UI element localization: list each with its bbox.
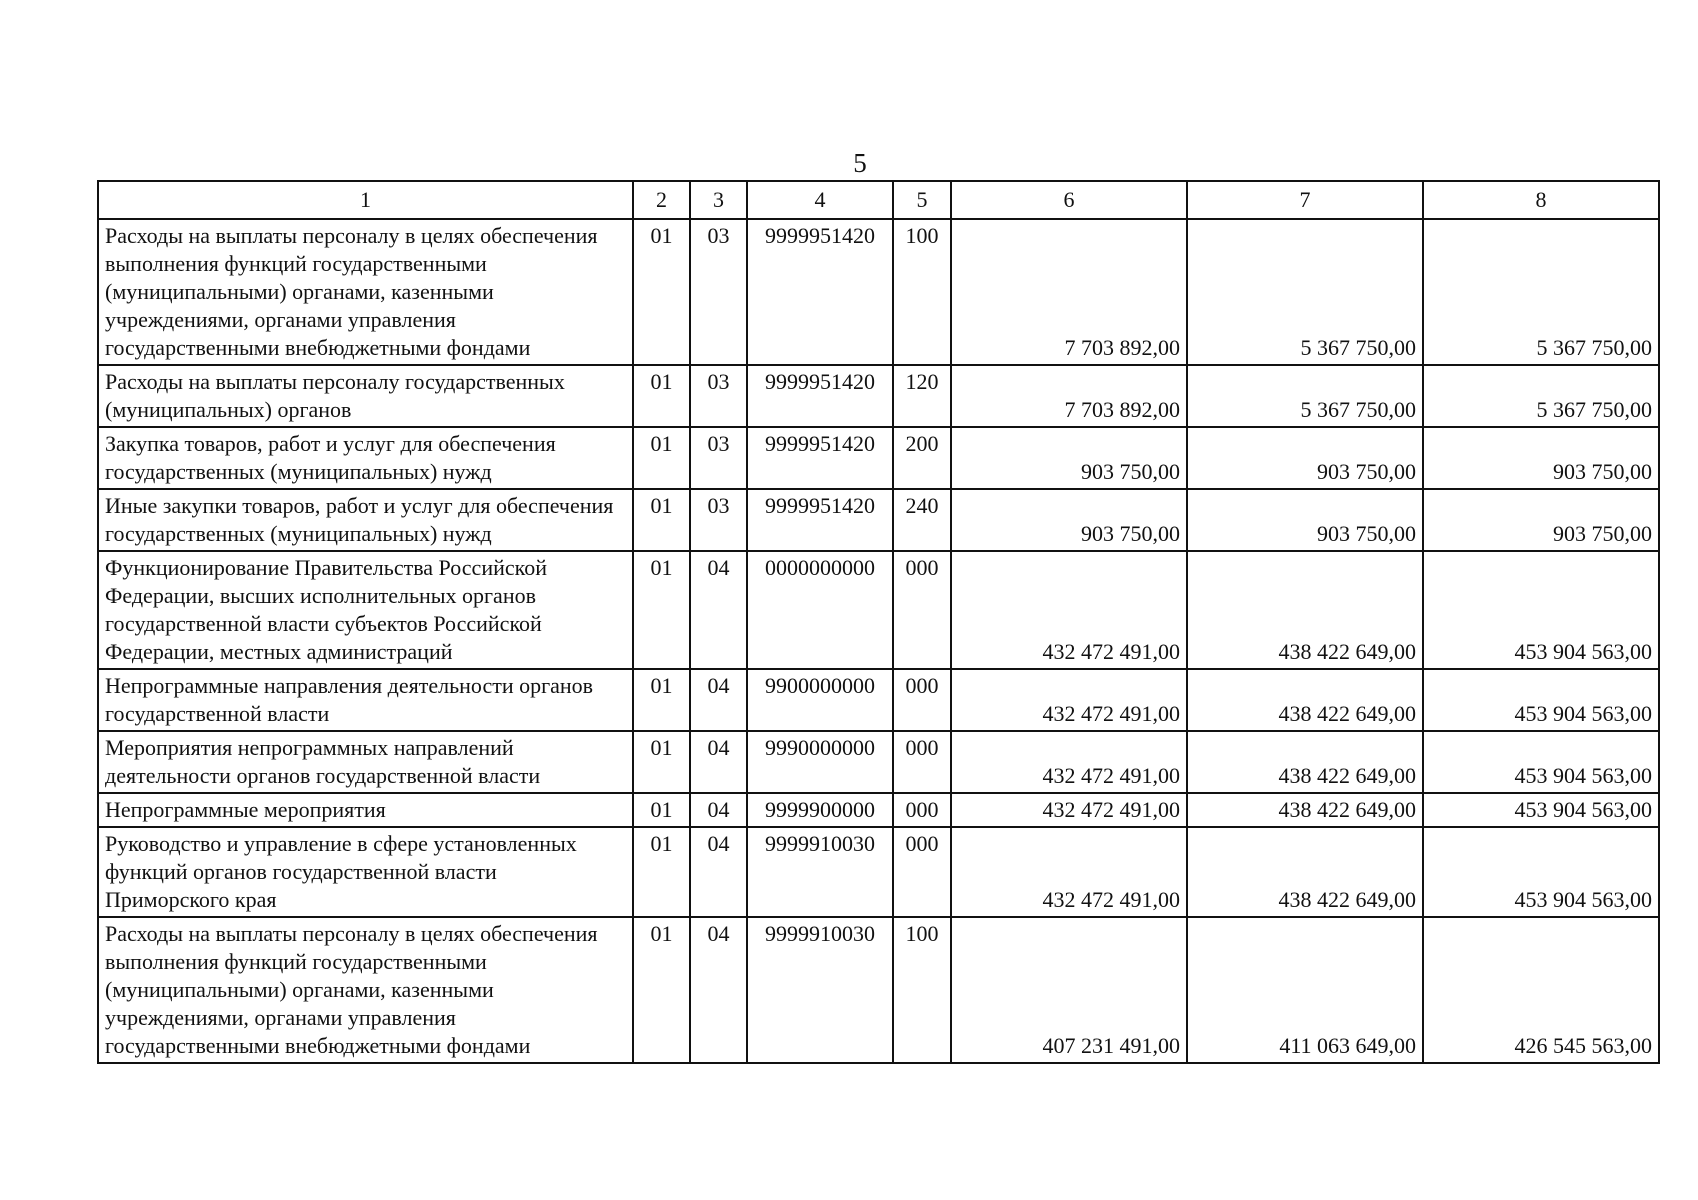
subsection-code-cell: 04 — [690, 731, 747, 793]
row-name-cell: Закупка товаров, работ и услуг для обеспечения государственных (муниципальных) нужд — [98, 427, 633, 489]
target-article-cell: 9900000000 — [747, 669, 893, 731]
amount-year2-cell: 5 367 750,00 — [1187, 365, 1423, 427]
target-article-cell: 0000000000 — [747, 551, 893, 669]
expense-type-cell: 100 — [893, 219, 951, 365]
amount-year1-cell: 432 472 491,00 — [951, 669, 1187, 731]
row-name-cell: Руководство и управление в сфере установленных функций органов государственной власти Приморского края — [98, 827, 633, 917]
row-name-cell: Иные закупки товаров, работ и услуг для обеспечения государственных (муниципальных) нужд — [98, 489, 633, 551]
amount-year2-cell: 438 422 649,00 — [1187, 827, 1423, 917]
section-code-cell: 01 — [633, 365, 690, 427]
table-row — [98, 427, 1659, 489]
table-row — [98, 731, 1659, 793]
amount-year3-cell: 5 367 750,00 — [1423, 219, 1659, 365]
section-code-cell: 01 — [633, 917, 690, 1063]
subsection-code-cell: 04 — [690, 551, 747, 669]
table-row — [98, 669, 1659, 731]
table-row — [98, 827, 1659, 917]
section-code-cell: 01 — [633, 669, 690, 731]
expense-type-cell: 100 — [893, 917, 951, 1063]
subsection-code-cell: 04 — [690, 793, 747, 827]
section-code-cell: 01 — [633, 489, 690, 551]
target-article-cell: 9999951420 — [747, 427, 893, 489]
header-row — [98, 181, 1659, 219]
section-code-cell: 01 — [633, 219, 690, 365]
row-name-cell: Расходы на выплаты персоналу государственных (муниципальных) органов — [98, 365, 633, 427]
table-row — [98, 365, 1659, 427]
target-article-cell: 9999910030 — [747, 827, 893, 917]
table-row — [98, 793, 1659, 827]
row-name-cell: Непрограммные мероприятия — [98, 793, 633, 827]
expense-type-cell: 120 — [893, 365, 951, 427]
target-article-cell: 9999910030 — [747, 917, 893, 1063]
amount-year1-cell: 407 231 491,00 — [951, 917, 1187, 1063]
amount-year1-cell: 432 472 491,00 — [951, 793, 1187, 827]
amount-year3-cell: 453 904 563,00 — [1423, 793, 1659, 827]
subsection-code-cell: 04 — [690, 827, 747, 917]
expense-type-cell: 240 — [893, 489, 951, 551]
target-article-cell: 9999951420 — [747, 365, 893, 427]
table-row — [98, 489, 1659, 551]
target-article-cell: 9999951420 — [747, 219, 893, 365]
amount-year2-cell: 438 422 649,00 — [1187, 731, 1423, 793]
section-code-cell: 01 — [633, 731, 690, 793]
expense-type-cell: 200 — [893, 427, 951, 489]
row-name-cell: Непрограммные направления деятельности органов государственной власти — [98, 669, 633, 731]
amount-year3-cell: 453 904 563,00 — [1423, 551, 1659, 669]
amount-year2-cell: 903 750,00 — [1187, 489, 1423, 551]
subsection-code-cell: 03 — [690, 365, 747, 427]
amount-year1-cell: 903 750,00 — [951, 489, 1187, 551]
amount-year1-cell: 7 703 892,00 — [951, 365, 1187, 427]
header-cell: 2 — [633, 181, 690, 219]
subsection-code-cell: 03 — [690, 427, 747, 489]
amount-year2-cell: 438 422 649,00 — [1187, 793, 1423, 827]
amount-year3-cell: 453 904 563,00 — [1423, 827, 1659, 917]
target-article-cell: 9990000000 — [747, 731, 893, 793]
amount-year2-cell: 5 367 750,00 — [1187, 219, 1423, 365]
expense-type-cell: 000 — [893, 827, 951, 917]
section-code-cell: 01 — [633, 427, 690, 489]
header-cell: 8 — [1423, 181, 1659, 219]
page-number: 5 — [853, 148, 867, 178]
amount-year3-cell: 5 367 750,00 — [1423, 365, 1659, 427]
subsection-code-cell: 04 — [690, 917, 747, 1063]
section-code-cell: 01 — [633, 793, 690, 827]
amount-year1-cell: 903 750,00 — [951, 427, 1187, 489]
expense-type-cell: 000 — [893, 793, 951, 827]
subsection-code-cell: 04 — [690, 669, 747, 731]
header-cell: 6 — [951, 181, 1187, 219]
amount-year1-cell: 432 472 491,00 — [951, 827, 1187, 917]
header-cell: 5 — [893, 181, 951, 219]
amount-year1-cell: 432 472 491,00 — [951, 551, 1187, 669]
amount-year2-cell: 411 063 649,00 — [1187, 917, 1423, 1063]
amount-year3-cell: 903 750,00 — [1423, 489, 1659, 551]
amount-year3-cell: 426 545 563,00 — [1423, 917, 1659, 1063]
header-cell: 3 — [690, 181, 747, 219]
table-row — [98, 219, 1659, 365]
subsection-code-cell: 03 — [690, 489, 747, 551]
table-row — [98, 551, 1659, 669]
section-code-cell: 01 — [633, 551, 690, 669]
subsection-code-cell: 03 — [690, 219, 747, 365]
amount-year3-cell: 453 904 563,00 — [1423, 669, 1659, 731]
table-row — [98, 917, 1659, 1063]
amount-year2-cell: 438 422 649,00 — [1187, 669, 1423, 731]
expense-type-cell: 000 — [893, 551, 951, 669]
amount-year3-cell: 453 904 563,00 — [1423, 731, 1659, 793]
target-article-cell: 9999951420 — [747, 489, 893, 551]
row-name-cell: Расходы на выплаты персоналу в целях обеспечения выполнения функций государственными (муниципальными) органами, казенными учреждениями, органами управления государственными внебюджетными фондами — [98, 917, 633, 1063]
amount-year1-cell: 7 703 892,00 — [951, 219, 1187, 365]
row-name-cell: Мероприятия непрограммных направлений деятельности органов государственной власти — [98, 731, 633, 793]
expense-type-cell: 000 — [893, 669, 951, 731]
amount-year1-cell: 432 472 491,00 — [951, 731, 1187, 793]
row-name-cell: Функционирование Правительства Российской Федерации, высших исполнительных органов государственной власти субъектов Российской Федерации, местных администраций — [98, 551, 633, 669]
target-article-cell: 9999900000 — [747, 793, 893, 827]
section-code-cell: 01 — [633, 827, 690, 917]
header-cell: 4 — [747, 181, 893, 219]
row-name-cell: Расходы на выплаты персоналу в целях обеспечения выполнения функций государственными (муниципальными) органами, казенными учреждениями, органами управления государственными внебюджетными фондами — [98, 219, 633, 365]
amount-year2-cell: 903 750,00 — [1187, 427, 1423, 489]
budget-table — [97, 180, 1660, 1064]
header-cell: 1 — [98, 181, 633, 219]
expense-type-cell: 000 — [893, 731, 951, 793]
amount-year2-cell: 438 422 649,00 — [1187, 551, 1423, 669]
header-cell: 7 — [1187, 181, 1423, 219]
amount-year3-cell: 903 750,00 — [1423, 427, 1659, 489]
